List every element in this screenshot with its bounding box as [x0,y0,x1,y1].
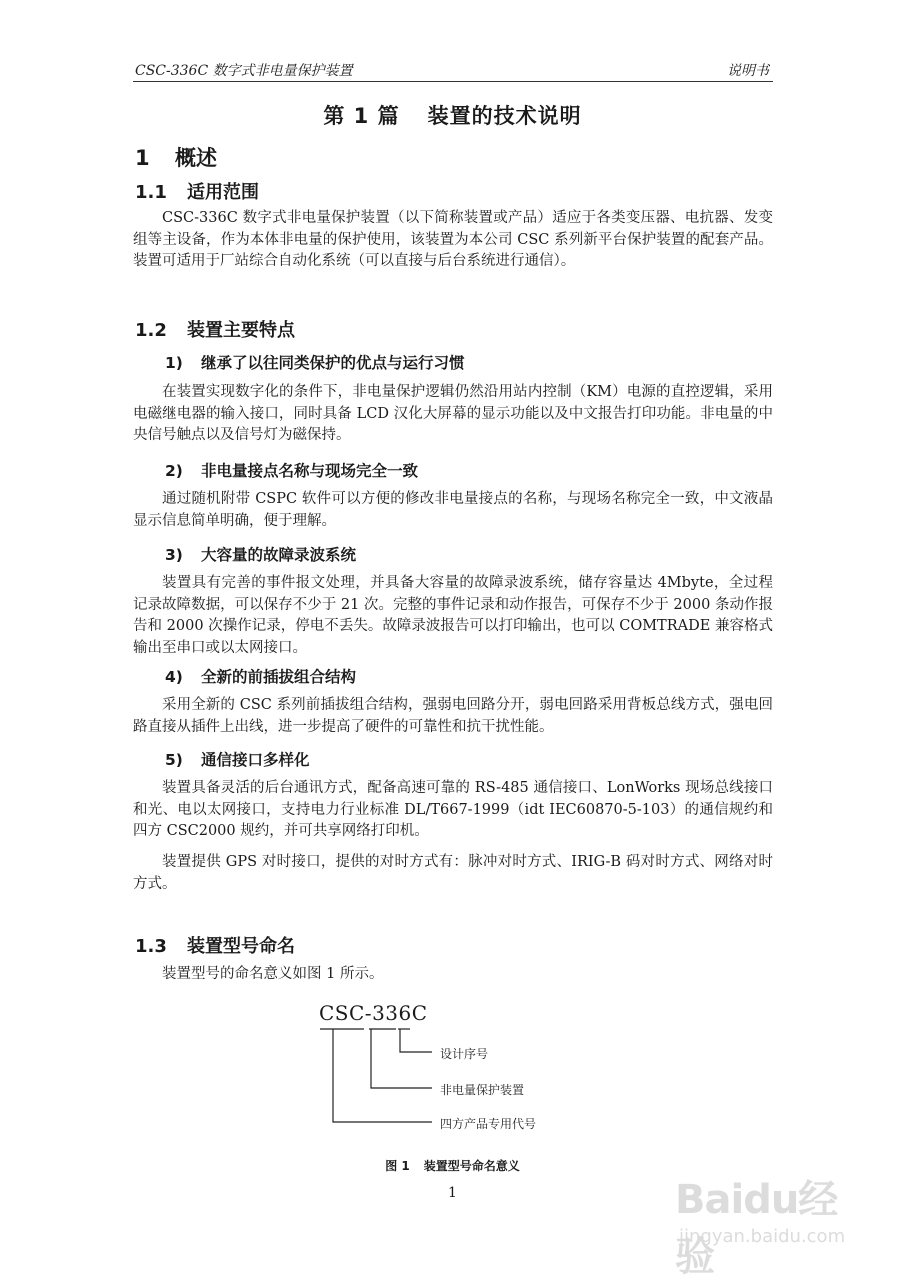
section-1-title: 概述 [175,146,217,170]
feature-1-title: 继承了以往同类保护的优点与运行习惯 [201,354,465,372]
part-title-text: 装置的技术说明 [427,104,582,128]
feature-1-paragraph: 在装置实现数字化的条件下，非电量保护逻辑仍然沿用站内控制（KM）电源的直控逻辑，采用电磁继电器的输入接口，同时具备 LCD 汉化大屏幕的显示功能以及中文报告打印功能。非电量的中央信号触点以及信号灯为磁保持。 [133,384,773,443]
section-1-1-title: 适用范围 [187,182,259,203]
baidu-watermark [643,1168,853,1280]
section-1-3-number: 1.3 [135,936,167,957]
section-1-2-title: 装置主要特点 [187,320,295,341]
figure-caption-number: 图 1 [385,1159,410,1173]
feature-1-number: 1) [165,354,183,372]
figure-caption-text: 装置型号命名意义 [423,1159,520,1173]
header-title: CSC-336C 数字式非电量保护装置 [135,63,353,79]
watermark-logo: Baidu经验 [675,1177,838,1280]
page-number: 1 [448,1185,457,1201]
feature-3-number: 3) [165,546,183,564]
section-1-3-title: 装置型号命名 [187,936,295,957]
watermark-url: jingyan.baidu.com [679,1226,846,1247]
section-1-2-number: 1.2 [135,320,167,341]
label-design-serial: 设计序号 [440,1047,489,1061]
feature-5-title: 通信接口多样化 [201,751,310,769]
leader-design-serial [400,1029,432,1052]
leader-non-electrical [371,1029,432,1088]
feature-3-paragraph: 装置具有完善的事件报文处理，并具备大容量的故障录波系统，储存容量达 4Mbyte，全过程记录故障数据，可以保存不少于 21 次。完整的事件记录和动作报告，可保存不少于 2000 条动作报告和 2000 次操作记录，停电不丢失。故障录波报告可以打印输出，也可以 COMTRADE 兼容格式输出至串口或以太网接口。 [133,575,773,656]
header-doc-type: 说明书 [727,63,769,79]
part-number: 第 1 篇 [323,104,400,128]
feature-4-number: 4) [165,668,183,686]
feature-2-paragraph: 通过随机附带 CSPC 软件可以方便的修改非电量接点的名称，与现场名称完全一致，中文液晶显示信息简单明确，便于理解。 [133,491,773,529]
feature-5-paragraph-2: 装置提供 GPS 对时接口，提供的对时方式有：脉冲对时方式、IRIG-B 码对时方式、网络对时方式。 [133,854,773,892]
feature-4-title: 全新的前插拔组合结构 [201,668,357,686]
feature-3-title: 大容量的故障录波系统 [201,546,357,564]
section-1-1-paragraph: CSC-336C 数字式非电量保护装置（以下简称装置或产品）适应于各类变压器、电抗器、发变组等主设备，作为本体非电量的保护使用，该装置为本公司 CSC 系列新平台保护装置的配套产品。装置可适用于厂站综合自动化系统（可以直接与后台系统进行通信）。 [133,210,773,269]
model-name: CSC-336C [319,1001,428,1025]
feature-2-number: 2) [165,462,183,480]
leader-company-code [333,1029,432,1122]
feature-4-paragraph: 采用全新的 CSC 系列前插拔组合结构，强弱电回路分开，弱电回路采用背板总线方式，强电回路直接从插件上出线，进一步提高了硬件的可靠性和抗干扰性能。 [133,697,773,735]
section-1-3-paragraph: 装置型号的命名意义如图 1 所示。 [162,966,384,982]
section-1-number: 1 [135,146,150,170]
section-1-1-number: 1.1 [135,182,167,203]
feature-5-number: 5) [165,751,183,769]
feature-5-paragraph: 装置具备灵活的后台通讯方式，配备高速可靠的 RS-485 通信接口、LonWorks 现场总线接口和光、电以太网接口，支持电力行业标准 DL/T667-1999（idt IEC60870-5-103）的通信规约和四方 CSC2000 规约，并可共享网络打印机。 [133,780,773,839]
label-company-code: 四方产品专用代号 [440,1117,537,1131]
label-non-electrical-protection: 非电量保护装置 [440,1083,525,1097]
feature-2-title: 非电量接点名称与现场完全一致 [201,462,419,480]
